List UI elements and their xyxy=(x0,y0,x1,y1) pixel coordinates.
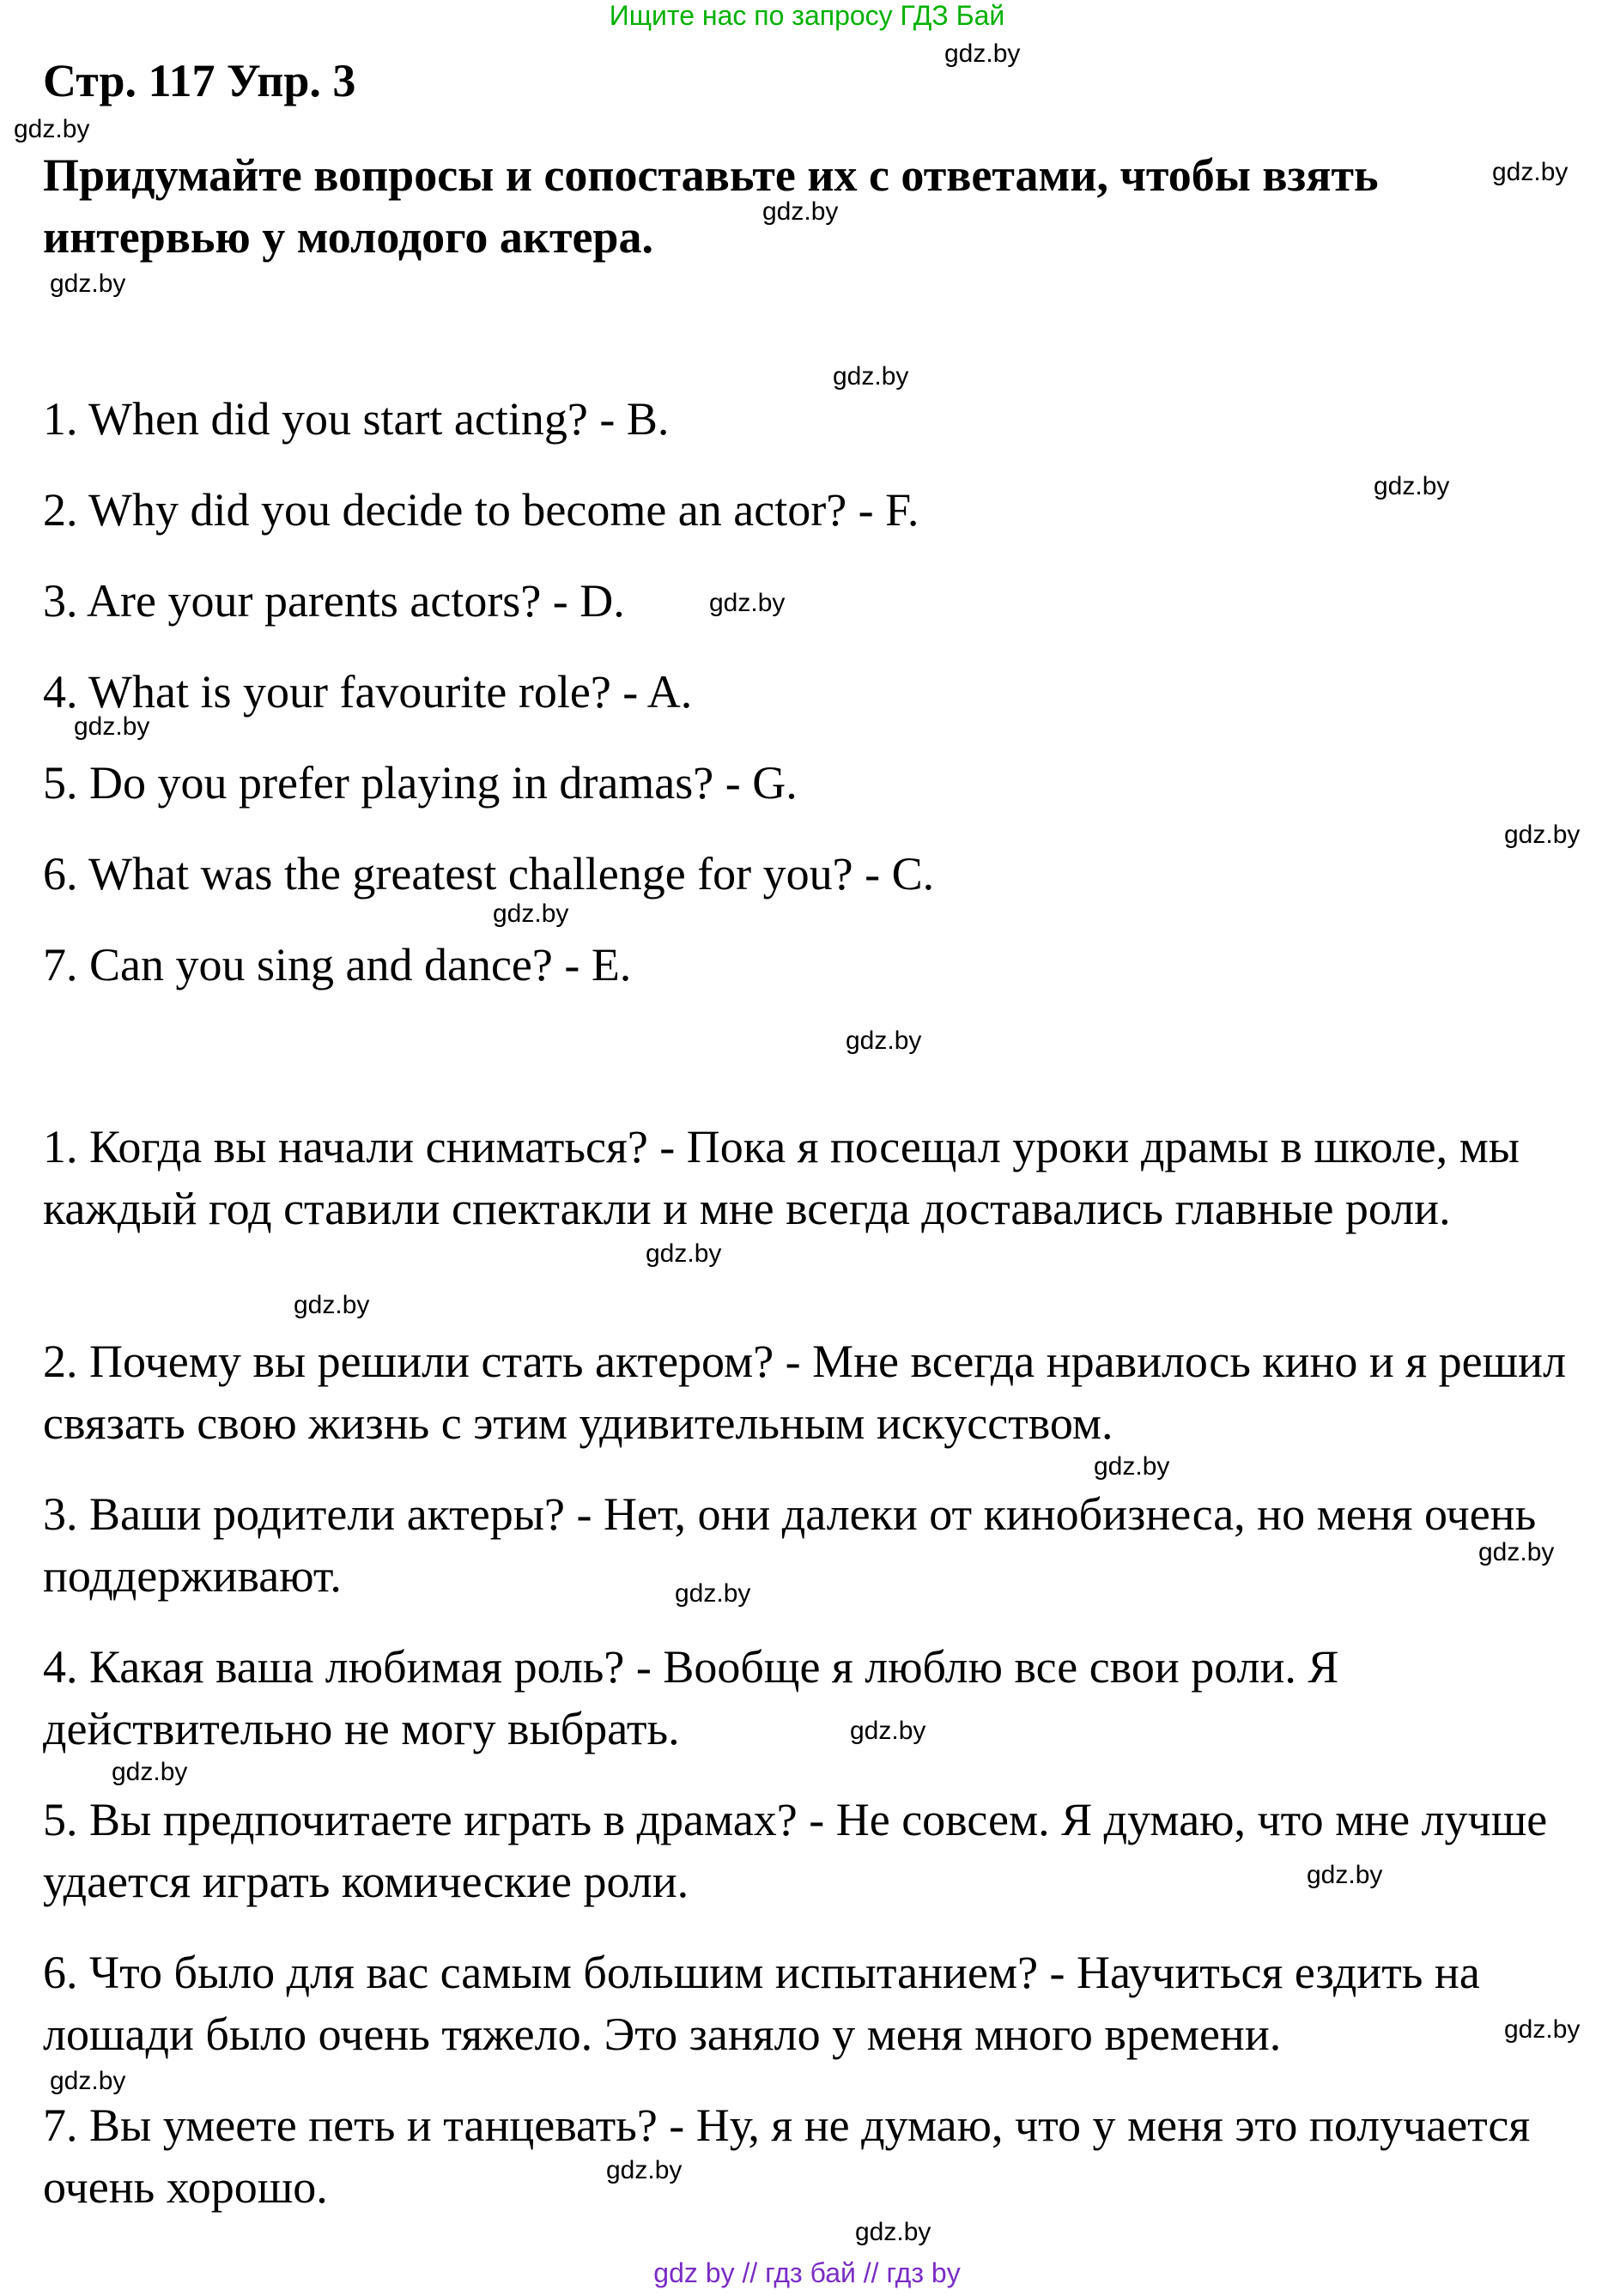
footer-links[interactable]: gdz by // гдз бай // гдз by xyxy=(653,2257,961,2288)
question-item: 2. Why did you decide to become an actor? - F. xyxy=(43,484,919,536)
question-item: 6. What was the greatest challenge for you? - C. xyxy=(43,848,935,900)
answer-item: 1. Когда вы начали сниматься? - Пока я посещал уроки драмы в школе, мы каждый год ставили спектакли и мне всегда доставались главные роли. xyxy=(43,1121,1520,1234)
answer-item: 7. Вы умеете петь и танцевать? - Ну, я не думаю, что у меня это получается очень хорошо. xyxy=(43,2099,1531,2213)
watermark: gdz.by xyxy=(1504,821,1581,849)
watermark: gdz.by xyxy=(493,900,569,928)
question-item: 1. When did you start acting? - B. xyxy=(43,393,670,445)
answer-item: 5. Вы предпочитаете играть в драмах? - Не совсем. Я думаю, что мне лучше удается играть комические роли. xyxy=(43,1794,1548,1907)
watermark: gdz.by xyxy=(1504,2015,1581,2044)
answer-item: 3. Ваши родители актеры? - Нет, они далеки от кинобизнеса, но меня очень поддерживают. xyxy=(43,1488,1537,1602)
watermark: gdz.by xyxy=(675,1579,751,1608)
watermark: gdz.by xyxy=(646,1239,722,1268)
watermark: gdz.by xyxy=(112,1758,188,1786)
watermark: gdz.by xyxy=(1094,1452,1170,1481)
watermark: gdz.by xyxy=(1374,472,1450,500)
watermark: gdz.by xyxy=(74,712,150,741)
watermark: gdz.by xyxy=(1307,1861,1383,1889)
watermark: gdz.by xyxy=(14,115,90,143)
question-item: 4. What is your favourite role? - A. xyxy=(43,666,693,718)
watermark: gdz.by xyxy=(846,1027,922,1055)
watermark: gdz.by xyxy=(855,2218,931,2246)
watermark: gdz.by xyxy=(833,362,909,391)
watermark: gdz.by xyxy=(50,270,126,298)
watermark: gdz.by xyxy=(294,1291,370,1319)
watermark: gdz.by xyxy=(1492,158,1568,186)
watermark: gdz.by xyxy=(50,2067,126,2095)
question-item: 5. Do you prefer playing in dramas? - G. xyxy=(43,757,798,809)
task-text: Придумайте вопросы и сопоставьте их с ответами, чтобы взять интервью у молодого актера. xyxy=(43,149,1379,263)
watermark: gdz.by xyxy=(944,39,1021,68)
top-banner: Ищите нас по запросу ГДЗ Бай xyxy=(609,0,1005,31)
question-item: 7. Can you sing and dance? - E. xyxy=(43,939,632,990)
watermark: gdz.by xyxy=(709,589,786,617)
watermark: gdz.by xyxy=(850,1717,926,1745)
page-title: Стр. 117 Упр. 3 xyxy=(43,55,356,106)
answer-item: 4. Какая ваша любимая роль? - Вообще я люблю все свои роли. Я действительно не могу выбрать. xyxy=(43,1641,1339,1754)
watermark: gdz.by xyxy=(762,197,839,226)
answer-item: 2. Почему вы решили стать актером? - Мне всегда нравилось кино и я решил связать свою жизнь с этим удивительным искусством. xyxy=(43,1336,1567,1449)
question-item: 3. Are your parents actors? - D. xyxy=(43,575,625,627)
answer-item: 6. Что было для вас самым большим испытанием? - Научиться ездить на лошади было очень тяжело. Это заняло у меня много времени. xyxy=(43,1947,1480,2060)
watermark: gdz.by xyxy=(1478,1538,1555,1566)
watermark: gdz.by xyxy=(606,2156,683,2184)
